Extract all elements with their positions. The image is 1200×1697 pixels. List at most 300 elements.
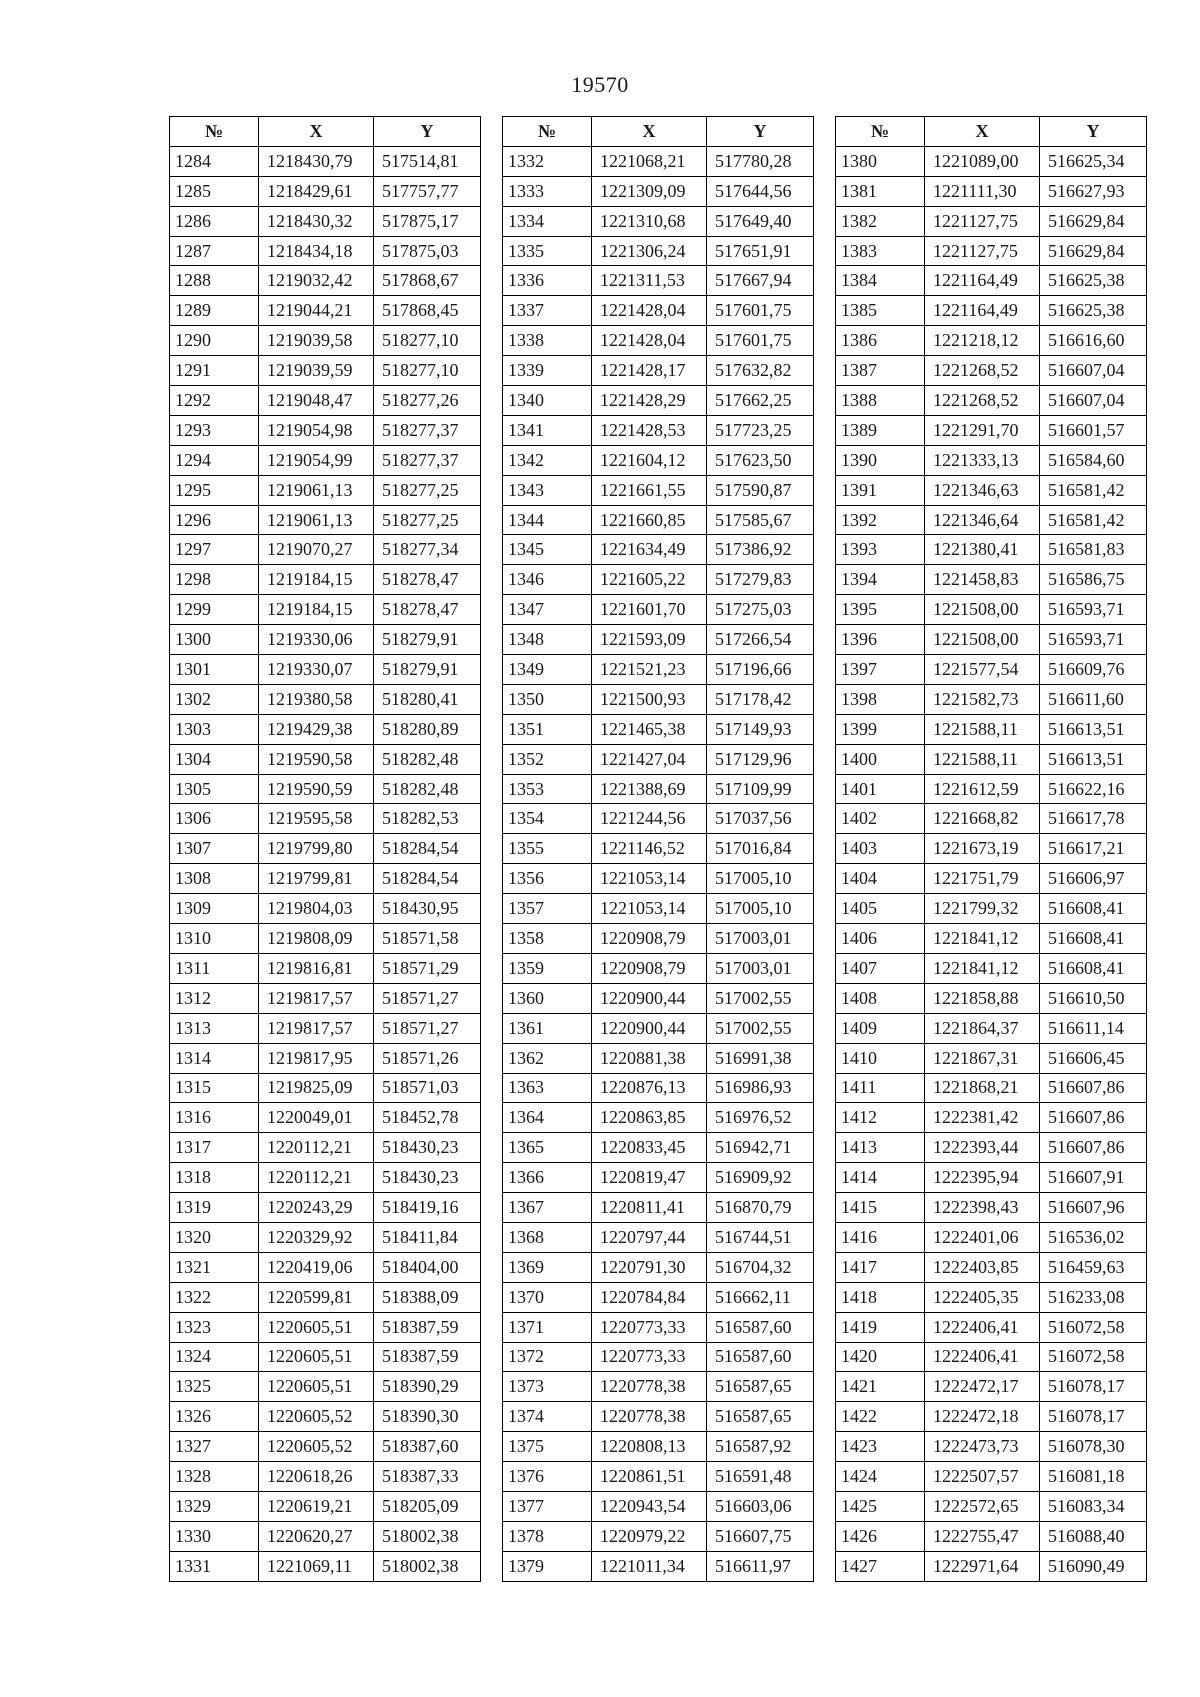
point-number-cell: 1344 — [503, 505, 592, 535]
x-coordinate-cell: 1219039,59 — [259, 356, 374, 386]
y-coordinate-cell: 516609,76 — [1040, 655, 1147, 685]
column-header-y: Y — [707, 117, 814, 147]
x-coordinate-cell: 1221858,88 — [925, 983, 1040, 1013]
table-row — [170, 625, 481, 655]
y-coordinate-cell: 516607,86 — [1040, 1103, 1147, 1133]
y-coordinate-cell: 518390,29 — [374, 1372, 481, 1402]
y-coordinate-cell: 516459,63 — [1040, 1252, 1147, 1282]
table-row — [836, 1402, 1147, 1432]
point-number-cell: 1413 — [836, 1133, 925, 1163]
table-row — [170, 415, 481, 445]
x-coordinate-cell: 1221508,00 — [925, 595, 1040, 625]
point-number-cell: 1361 — [503, 1013, 592, 1043]
x-coordinate-cell: 1220784,84 — [592, 1282, 707, 1312]
table-row — [503, 744, 814, 774]
x-coordinate-cell: 1219061,13 — [259, 475, 374, 505]
table-row — [503, 924, 814, 954]
point-number-cell: 1307 — [170, 834, 259, 864]
x-coordinate-cell: 1220808,13 — [592, 1432, 707, 1462]
table-row — [503, 625, 814, 655]
y-coordinate-cell: 518277,10 — [374, 356, 481, 386]
point-number-cell: 1394 — [836, 565, 925, 595]
table-row — [836, 1103, 1147, 1133]
x-coordinate-cell: 1220243,29 — [259, 1193, 374, 1223]
table-row — [170, 1462, 481, 1492]
y-coordinate-cell: 516601,57 — [1040, 415, 1147, 445]
y-coordinate-cell: 516090,49 — [1040, 1551, 1147, 1581]
table-row — [170, 1043, 481, 1073]
point-number-cell: 1402 — [836, 804, 925, 834]
y-coordinate-cell: 518387,33 — [374, 1462, 481, 1492]
table-row — [836, 684, 1147, 714]
point-number-cell: 1300 — [170, 625, 259, 655]
point-number-cell: 1328 — [170, 1462, 259, 1492]
y-coordinate-cell: 518205,09 — [374, 1491, 481, 1521]
x-coordinate-cell: 1221164,49 — [925, 266, 1040, 296]
table-row — [836, 595, 1147, 625]
y-coordinate-cell: 516607,91 — [1040, 1163, 1147, 1193]
y-coordinate-cell: 517003,01 — [707, 953, 814, 983]
point-number-cell: 1389 — [836, 415, 925, 445]
x-coordinate-cell: 1218430,79 — [259, 146, 374, 176]
table-body — [503, 146, 814, 1581]
point-number-cell: 1318 — [170, 1163, 259, 1193]
table-row — [503, 1103, 814, 1133]
x-coordinate-cell: 1219054,98 — [259, 415, 374, 445]
y-coordinate-cell: 517780,28 — [707, 146, 814, 176]
y-coordinate-cell: 518430,23 — [374, 1163, 481, 1193]
point-number-cell: 1349 — [503, 655, 592, 685]
point-number-cell: 1334 — [503, 206, 592, 236]
table-row — [836, 655, 1147, 685]
y-coordinate-cell: 516603,06 — [707, 1491, 814, 1521]
point-number-cell: 1310 — [170, 924, 259, 954]
point-number-cell: 1366 — [503, 1163, 592, 1193]
table-row — [170, 1521, 481, 1551]
x-coordinate-cell: 1220773,33 — [592, 1342, 707, 1372]
x-coordinate-cell: 1219825,09 — [259, 1073, 374, 1103]
y-coordinate-cell: 516611,60 — [1040, 684, 1147, 714]
point-number-cell: 1319 — [170, 1193, 259, 1223]
x-coordinate-cell: 1221577,54 — [925, 655, 1040, 685]
x-coordinate-cell: 1221465,38 — [592, 714, 707, 744]
x-coordinate-cell: 1221333,13 — [925, 445, 1040, 475]
table-row — [503, 475, 814, 505]
y-coordinate-cell: 517662,25 — [707, 386, 814, 416]
point-number-cell: 1371 — [503, 1312, 592, 1342]
y-coordinate-cell: 516072,58 — [1040, 1312, 1147, 1342]
y-coordinate-cell: 518277,37 — [374, 415, 481, 445]
x-coordinate-cell: 1221673,19 — [925, 834, 1040, 864]
table-row — [170, 595, 481, 625]
x-coordinate-cell: 1220773,33 — [592, 1312, 707, 1342]
point-number-cell: 1339 — [503, 356, 592, 386]
table-row — [170, 1282, 481, 1312]
y-coordinate-cell: 518277,34 — [374, 535, 481, 565]
x-coordinate-cell: 1220900,44 — [592, 1013, 707, 1043]
point-number-cell: 1363 — [503, 1073, 592, 1103]
y-coordinate-cell: 516625,38 — [1040, 266, 1147, 296]
y-coordinate-cell: 518279,91 — [374, 625, 481, 655]
table-row — [836, 924, 1147, 954]
table-row — [836, 386, 1147, 416]
x-coordinate-cell: 1219330,06 — [259, 625, 374, 655]
table-row — [503, 684, 814, 714]
table-row — [503, 146, 814, 176]
x-coordinate-cell: 1221458,83 — [925, 565, 1040, 595]
x-coordinate-cell: 1221751,79 — [925, 864, 1040, 894]
table-row — [170, 1013, 481, 1043]
point-number-cell: 1299 — [170, 595, 259, 625]
point-number-cell: 1401 — [836, 774, 925, 804]
table-row — [170, 1491, 481, 1521]
table-row — [170, 894, 481, 924]
x-coordinate-cell: 1221268,52 — [925, 356, 1040, 386]
x-coordinate-cell: 1222472,17 — [925, 1372, 1040, 1402]
x-coordinate-cell: 1220605,52 — [259, 1432, 374, 1462]
point-number-cell: 1360 — [503, 983, 592, 1013]
point-number-cell: 1426 — [836, 1521, 925, 1551]
point-number-cell: 1331 — [170, 1551, 259, 1581]
x-coordinate-cell: 1220049,01 — [259, 1103, 374, 1133]
x-coordinate-cell: 1222755,47 — [925, 1521, 1040, 1551]
point-number-cell: 1424 — [836, 1462, 925, 1492]
x-coordinate-cell: 1219590,58 — [259, 744, 374, 774]
point-number-cell: 1416 — [836, 1222, 925, 1252]
y-coordinate-cell: 518571,27 — [374, 983, 481, 1013]
point-number-cell: 1417 — [836, 1252, 925, 1282]
point-number-cell: 1386 — [836, 326, 925, 356]
point-number-cell: 1382 — [836, 206, 925, 236]
point-number-cell: 1345 — [503, 535, 592, 565]
point-number-cell: 1356 — [503, 864, 592, 894]
table-row — [170, 326, 481, 356]
x-coordinate-cell: 1221864,37 — [925, 1013, 1040, 1043]
table-row — [170, 475, 481, 505]
point-number-cell: 1422 — [836, 1402, 925, 1432]
y-coordinate-cell: 518277,37 — [374, 445, 481, 475]
y-coordinate-cell: 518277,10 — [374, 326, 481, 356]
point-number-cell: 1337 — [503, 296, 592, 326]
point-number-cell: 1350 — [503, 684, 592, 714]
table-row — [170, 445, 481, 475]
x-coordinate-cell: 1220900,44 — [592, 983, 707, 1013]
table-row — [836, 266, 1147, 296]
table-row — [503, 894, 814, 924]
x-coordinate-cell: 1218434,18 — [259, 236, 374, 266]
y-coordinate-cell: 517149,93 — [707, 714, 814, 744]
point-number-cell: 1358 — [503, 924, 592, 954]
x-coordinate-cell: 1220908,79 — [592, 953, 707, 983]
point-number-cell: 1373 — [503, 1372, 592, 1402]
x-coordinate-cell: 1221593,09 — [592, 625, 707, 655]
y-coordinate-cell: 516744,51 — [707, 1222, 814, 1252]
point-number-cell: 1390 — [836, 445, 925, 475]
x-coordinate-cell: 1219816,81 — [259, 953, 374, 983]
y-coordinate-cell: 516587,92 — [707, 1432, 814, 1462]
table-body — [836, 146, 1147, 1581]
y-coordinate-cell: 517590,87 — [707, 475, 814, 505]
table-row — [836, 774, 1147, 804]
table-row — [503, 714, 814, 744]
table-row — [836, 206, 1147, 236]
table-header — [836, 117, 1147, 147]
point-number-cell: 1425 — [836, 1491, 925, 1521]
x-coordinate-cell: 1219330,07 — [259, 655, 374, 685]
x-coordinate-cell: 1221428,29 — [592, 386, 707, 416]
y-coordinate-cell: 516662,11 — [707, 1282, 814, 1312]
x-coordinate-cell: 1220943,54 — [592, 1491, 707, 1521]
y-coordinate-cell: 516622,16 — [1040, 774, 1147, 804]
table-row — [503, 565, 814, 595]
table-row — [170, 684, 481, 714]
point-number-cell: 1418 — [836, 1282, 925, 1312]
table-row — [836, 1073, 1147, 1103]
header-row — [503, 117, 814, 147]
y-coordinate-cell: 516233,08 — [1040, 1282, 1147, 1312]
y-coordinate-cell: 517723,25 — [707, 415, 814, 445]
point-number-cell: 1354 — [503, 804, 592, 834]
table-row — [503, 1193, 814, 1223]
point-number-cell: 1284 — [170, 146, 259, 176]
table-body — [170, 146, 481, 1581]
x-coordinate-cell: 1220861,51 — [592, 1462, 707, 1492]
table-row — [170, 804, 481, 834]
y-coordinate-cell: 517623,50 — [707, 445, 814, 475]
x-coordinate-cell: 1221111,30 — [925, 176, 1040, 206]
coordinates-table-3 — [835, 116, 1147, 1582]
table-row — [836, 1133, 1147, 1163]
table-row — [836, 804, 1147, 834]
table-row — [836, 625, 1147, 655]
point-number-cell: 1427 — [836, 1551, 925, 1581]
y-coordinate-cell: 517875,03 — [374, 236, 481, 266]
x-coordinate-cell: 1221841,12 — [925, 953, 1040, 983]
x-coordinate-cell: 1221311,53 — [592, 266, 707, 296]
table-row — [836, 535, 1147, 565]
table-row — [503, 804, 814, 834]
table-row — [170, 356, 481, 386]
y-coordinate-cell: 518277,26 — [374, 386, 481, 416]
x-coordinate-cell: 1219032,42 — [259, 266, 374, 296]
x-coordinate-cell: 1219048,47 — [259, 386, 374, 416]
y-coordinate-cell: 516611,14 — [1040, 1013, 1147, 1043]
table-row — [170, 1312, 481, 1342]
y-coordinate-cell: 517002,55 — [707, 983, 814, 1013]
point-number-cell: 1404 — [836, 864, 925, 894]
point-number-cell: 1329 — [170, 1491, 259, 1521]
x-coordinate-cell: 1219184,15 — [259, 595, 374, 625]
table-row — [170, 386, 481, 416]
x-coordinate-cell: 1222381,42 — [925, 1103, 1040, 1133]
y-coordinate-cell: 516072,58 — [1040, 1342, 1147, 1372]
point-number-cell: 1383 — [836, 236, 925, 266]
table-row — [503, 1043, 814, 1073]
point-number-cell: 1398 — [836, 684, 925, 714]
y-coordinate-cell: 516587,65 — [707, 1372, 814, 1402]
point-number-cell: 1392 — [836, 505, 925, 535]
x-coordinate-cell: 1219184,15 — [259, 565, 374, 595]
x-coordinate-cell: 1220791,30 — [592, 1252, 707, 1282]
table-row — [503, 983, 814, 1013]
y-coordinate-cell: 517514,81 — [374, 146, 481, 176]
x-coordinate-cell: 1222406,41 — [925, 1312, 1040, 1342]
table-row — [836, 475, 1147, 505]
point-number-cell: 1420 — [836, 1342, 925, 1372]
x-coordinate-cell: 1219595,58 — [259, 804, 374, 834]
y-coordinate-cell: 518278,47 — [374, 595, 481, 625]
x-coordinate-cell: 1221127,75 — [925, 206, 1040, 236]
header-row — [836, 117, 1147, 147]
x-coordinate-cell: 1222507,57 — [925, 1462, 1040, 1492]
y-coordinate-cell: 516607,96 — [1040, 1193, 1147, 1223]
table-row — [836, 983, 1147, 1013]
table-row — [170, 1073, 481, 1103]
y-coordinate-cell: 516078,17 — [1040, 1402, 1147, 1432]
x-coordinate-cell: 1219061,13 — [259, 505, 374, 535]
point-number-cell: 1298 — [170, 565, 259, 595]
table-row — [170, 983, 481, 1013]
table-row — [170, 924, 481, 954]
point-number-cell: 1407 — [836, 953, 925, 983]
table-row — [503, 236, 814, 266]
x-coordinate-cell: 1221053,14 — [592, 864, 707, 894]
point-number-cell: 1316 — [170, 1103, 259, 1133]
y-coordinate-cell: 517651,91 — [707, 236, 814, 266]
point-number-cell: 1384 — [836, 266, 925, 296]
y-coordinate-cell: 516607,86 — [1040, 1073, 1147, 1103]
y-coordinate-cell: 516584,60 — [1040, 445, 1147, 475]
table-row — [170, 1222, 481, 1252]
x-coordinate-cell: 1221588,11 — [925, 714, 1040, 744]
y-coordinate-cell: 517868,67 — [374, 266, 481, 296]
point-number-cell: 1325 — [170, 1372, 259, 1402]
table-row — [170, 744, 481, 774]
point-number-cell: 1340 — [503, 386, 592, 416]
x-coordinate-cell: 1221634,49 — [592, 535, 707, 565]
x-coordinate-cell: 1221146,52 — [592, 834, 707, 864]
table-row — [170, 864, 481, 894]
y-coordinate-cell: 518388,09 — [374, 1282, 481, 1312]
y-coordinate-cell: 516593,71 — [1040, 625, 1147, 655]
point-number-cell: 1409 — [836, 1013, 925, 1043]
y-coordinate-cell: 516629,84 — [1040, 236, 1147, 266]
x-coordinate-cell: 1221388,69 — [592, 774, 707, 804]
table-row — [836, 1372, 1147, 1402]
x-coordinate-cell: 1220605,51 — [259, 1372, 374, 1402]
x-coordinate-cell: 1221521,23 — [592, 655, 707, 685]
table-row — [170, 774, 481, 804]
table-header — [503, 117, 814, 147]
x-coordinate-cell: 1221841,12 — [925, 924, 1040, 954]
point-number-cell: 1411 — [836, 1073, 925, 1103]
x-coordinate-cell: 1222472,18 — [925, 1402, 1040, 1432]
table-row — [836, 146, 1147, 176]
x-coordinate-cell: 1220876,13 — [592, 1073, 707, 1103]
point-number-cell: 1289 — [170, 296, 259, 326]
point-number-cell: 1323 — [170, 1312, 259, 1342]
y-coordinate-cell: 516608,41 — [1040, 953, 1147, 983]
y-coordinate-cell: 516536,02 — [1040, 1222, 1147, 1252]
x-coordinate-cell: 1220605,51 — [259, 1342, 374, 1372]
point-number-cell: 1353 — [503, 774, 592, 804]
table-row — [503, 1163, 814, 1193]
y-coordinate-cell: 516976,52 — [707, 1103, 814, 1133]
table-row — [170, 266, 481, 296]
point-number-cell: 1313 — [170, 1013, 259, 1043]
table-row — [170, 1372, 481, 1402]
point-number-cell: 1364 — [503, 1103, 592, 1133]
x-coordinate-cell: 1221428,53 — [592, 415, 707, 445]
point-number-cell: 1359 — [503, 953, 592, 983]
x-coordinate-cell: 1221244,56 — [592, 804, 707, 834]
point-number-cell: 1305 — [170, 774, 259, 804]
y-coordinate-cell: 518002,38 — [374, 1521, 481, 1551]
table-row — [503, 774, 814, 804]
table-row — [836, 953, 1147, 983]
point-number-cell: 1352 — [503, 744, 592, 774]
point-number-cell: 1315 — [170, 1073, 259, 1103]
point-number-cell: 1306 — [170, 804, 259, 834]
column-header-number: № — [170, 117, 259, 147]
x-coordinate-cell: 1219590,59 — [259, 774, 374, 804]
point-number-cell: 1367 — [503, 1193, 592, 1223]
x-coordinate-cell: 1220778,38 — [592, 1372, 707, 1402]
table-row — [503, 1551, 814, 1581]
point-number-cell: 1346 — [503, 565, 592, 595]
y-coordinate-cell: 517129,96 — [707, 744, 814, 774]
table-row — [170, 296, 481, 326]
y-coordinate-cell: 516625,34 — [1040, 146, 1147, 176]
point-number-cell: 1341 — [503, 415, 592, 445]
y-coordinate-cell: 516616,60 — [1040, 326, 1147, 356]
y-coordinate-cell: 517601,75 — [707, 296, 814, 326]
point-number-cell: 1372 — [503, 1342, 592, 1372]
y-coordinate-cell: 518002,38 — [374, 1551, 481, 1581]
y-coordinate-cell: 516088,40 — [1040, 1521, 1147, 1551]
table-row — [836, 1163, 1147, 1193]
x-coordinate-cell: 1222395,94 — [925, 1163, 1040, 1193]
x-coordinate-cell: 1218430,32 — [259, 206, 374, 236]
point-number-cell: 1290 — [170, 326, 259, 356]
y-coordinate-cell: 517266,54 — [707, 625, 814, 655]
table-row — [503, 535, 814, 565]
point-number-cell: 1415 — [836, 1193, 925, 1223]
point-number-cell: 1368 — [503, 1222, 592, 1252]
table-row — [503, 386, 814, 416]
point-number-cell: 1292 — [170, 386, 259, 416]
x-coordinate-cell: 1221218,12 — [925, 326, 1040, 356]
table-row — [170, 535, 481, 565]
table-row — [836, 894, 1147, 924]
x-coordinate-cell: 1219817,57 — [259, 1013, 374, 1043]
table-row — [503, 864, 814, 894]
y-coordinate-cell: 516607,86 — [1040, 1133, 1147, 1163]
x-coordinate-cell: 1220811,41 — [592, 1193, 707, 1223]
y-coordinate-cell: 516607,04 — [1040, 386, 1147, 416]
point-number-cell: 1312 — [170, 983, 259, 1013]
x-coordinate-cell: 1221291,70 — [925, 415, 1040, 445]
y-coordinate-cell: 517005,10 — [707, 894, 814, 924]
coordinates-table-1 — [169, 116, 481, 1582]
table-row — [836, 296, 1147, 326]
point-number-cell: 1333 — [503, 176, 592, 206]
x-coordinate-cell: 1221306,24 — [592, 236, 707, 266]
y-coordinate-cell: 518571,58 — [374, 924, 481, 954]
table-row — [836, 356, 1147, 386]
table-row — [503, 953, 814, 983]
x-coordinate-cell: 1220778,38 — [592, 1402, 707, 1432]
